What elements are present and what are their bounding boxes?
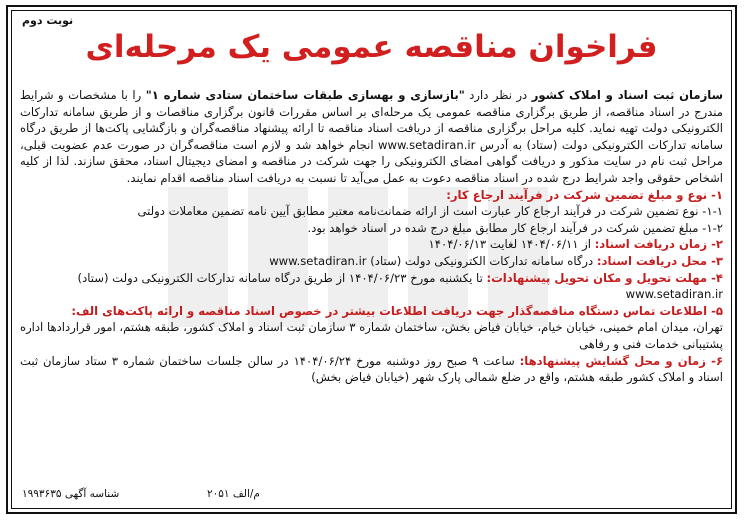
ad-code: م/الف ۲۰۵۱ — [207, 488, 260, 500]
setad-url[interactable]: www.setadiran.ir — [378, 137, 476, 152]
setad-url-3[interactable]: www.setadiran.ir — [625, 287, 723, 302]
section-2: ۲- زمان دریافت اسناد: از ۱۴۰۴/۰۶/۱۱ لغایت ۱۴۰۴/۰۶/۱۳ — [428, 237, 723, 252]
section-3: ۳- محل دریافت اسناد: درگاه سامانه تدارکات الکترونیکی دولت (ستاد) www.setadiran.ir — [269, 253, 723, 268]
ad-id: شناسه آگهی ۱۹۹۳۶۳۵ — [22, 488, 120, 500]
section-4: ۴- مهلت تحویل و مکان تحویل پیشنهادات: تا یکشنبه مورخ ۱۴۰۴/۰۶/۲۳ از طریق درگاه سامانه تدارکات الکترونیکی دولت (ستاد) — [77, 270, 723, 285]
org-name: سازمان ثبت اسناد و املاک کشور — [531, 88, 723, 102]
section-5-title: ۵- اطلاعات تماس دستگاه مناقصه‌گذار جهت دریافت اطلاعات بیشتر در خصوص اسناد مناقصه و ارائه پاکت‌های الف: — [71, 303, 723, 318]
project-name: "بازسازی و بهسازی طبقات ساختمان ستادی شماره ۱" — [145, 88, 465, 102]
section-4-url-line — [20, 286, 723, 303]
section-1-title: ۱- نوع و مبلغ تضمین شرکت در فرآیند ارجاع کار: — [446, 187, 723, 202]
notice-body — [20, 87, 723, 386]
notice-footer — [22, 488, 721, 502]
round-label: نوبت دوم — [22, 14, 74, 27]
notice-frame — [6, 5, 737, 514]
setad-url-2[interactable]: www.setadiran.ir — [269, 253, 367, 268]
section-5-address: تهران، میدان امام خمینی، خیابان خیام، خیابان فیاض بخش، ساختمان شماره ۳ سازمان ثبت اسناد و املاک کشور، طبقه هشتم، امور قراردادها اداره پشتیبانی خدمات فنی و رفاهی — [20, 320, 723, 351]
section-1-2: ۱-۲- مبلغ تضمین شرکت در فرآیند ارجاع کار مطابق مبلغ درج شده در اسناد خواهد بود. — [307, 220, 723, 235]
notice-title: فراخوان مناقصه عمومی یک مرحله‌ای — [85, 29, 658, 65]
section-1-1: ۱-۱- نوع تضمین شرکت در فرآیند ارجاع کار عبارت است از ارائه ضمانت‌نامه معتبر مطابق آیین نامه تضمین معاملات دولتی — [137, 204, 723, 219]
section-6: ۶- زمان و محل گشایش پیشنهادها: ساعت ۹ صبح روز دوشنبه مورخ ۱۴۰۴/۰۶/۲۴ در سالن جلسات ساختمان شماره ۳ ستاد سازمان ثبت اسناد و املاک کشور طبقه هشتم، واقع در ضلع شمالی پارک شهر (خیابان فیاض بخش) — [20, 353, 724, 385]
intro-paragraph: سازمان ثبت اسناد و املاک کشور در نظر دارد "بازسازی و بهسازی طبقات ساختمان ستادی شماره ۱" را با مشخصات و شرایط مندرج در اسناد مناقصه، از طریق برگزاری مناقصه عمومی یک مرحله‌ای بر اساس مقررات قانون برگزاری مناقصات و از طریق سامانه تدارکات الکترونیکی دولت تهیه نماید. کلیه مراحل برگزاری مناقصه از دریافت اسناد مناقصه تا ارائه پیشنهاد مناقصه‌گران و بازگشایی پاکت‌ها از طریق درگاه سامانه تدارکات الکترونیکی دولت (ستاد) به آدرس www.setadiran.ir انجام خواهد شد و لازم است مناقصه‌گران در صورت عدم عضویت قبلی، مراحل ثبت نام در سایت مذکور و دریافت گواهی امضای الکترونیکی را جهت شرکت در مناقصه و امضای دیجیتال اسناد، محقق سازند. لذا از کلیه اشخاص حقوقی واجد شرایط درج شده در اسناد مناقصه دعوت به عمل می‌آید تا نسبت به دریافت اسناد مناقصه اقدام نمایند. — [20, 88, 724, 185]
